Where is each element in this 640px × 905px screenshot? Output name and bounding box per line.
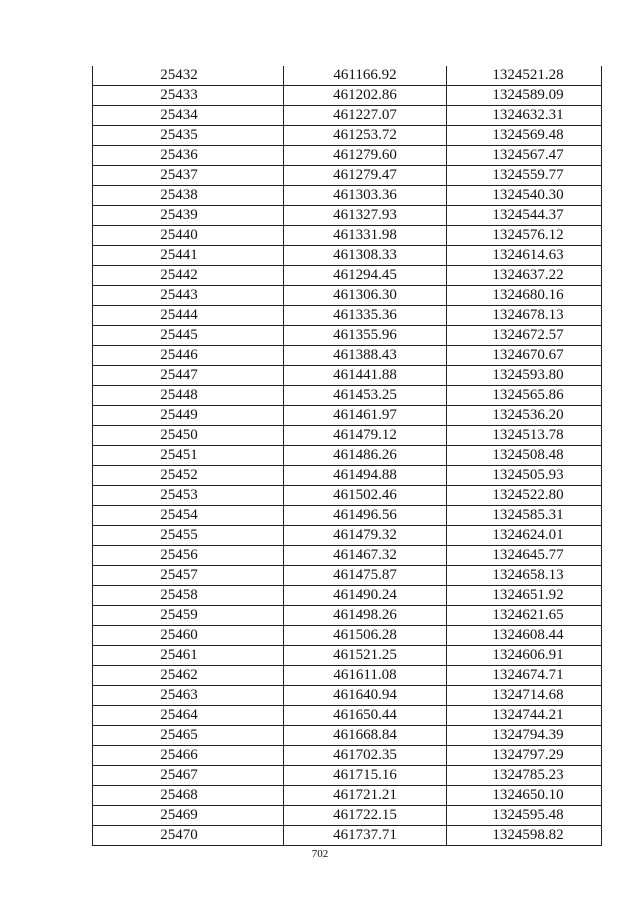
y-coordinate-cell: 1324797.29 [447, 746, 602, 766]
table-row [93, 186, 602, 206]
y-coordinate-cell: 1324567.47 [447, 146, 602, 166]
x-coordinate-cell: 461279.47 [284, 166, 447, 186]
x-coordinate-cell: 461502.46 [284, 486, 447, 506]
table-row [93, 266, 602, 286]
x-coordinate-cell: 461521.25 [284, 646, 447, 666]
y-coordinate-cell: 1324595.48 [447, 806, 602, 826]
y-coordinate-cell: 1324508.48 [447, 446, 602, 466]
point-id-cell: 25457 [93, 566, 284, 586]
y-coordinate-cell: 1324589.09 [447, 86, 602, 106]
y-coordinate-cell: 1324678.13 [447, 306, 602, 326]
point-id-cell: 25435 [93, 126, 284, 146]
point-id-cell: 25462 [93, 666, 284, 686]
x-coordinate-cell: 461668.84 [284, 726, 447, 746]
table-row [93, 806, 602, 826]
point-id-cell: 25446 [93, 346, 284, 366]
y-coordinate-cell: 1324606.91 [447, 646, 602, 666]
point-id-cell: 25451 [93, 446, 284, 466]
coordinate-table [92, 66, 602, 846]
table-row [93, 526, 602, 546]
y-coordinate-cell: 1324544.37 [447, 206, 602, 226]
table-row [93, 166, 602, 186]
x-coordinate-cell: 461486.26 [284, 446, 447, 466]
x-coordinate-cell: 461490.24 [284, 586, 447, 606]
table-row [93, 566, 602, 586]
x-coordinate-cell: 461498.26 [284, 606, 447, 626]
x-coordinate-cell: 461461.97 [284, 406, 447, 426]
point-id-cell: 25441 [93, 246, 284, 266]
table-row [93, 726, 602, 746]
point-id-cell: 25463 [93, 686, 284, 706]
x-coordinate-cell: 461202.86 [284, 86, 447, 106]
table-row [93, 306, 602, 326]
y-coordinate-cell: 1324794.39 [447, 726, 602, 746]
y-coordinate-cell: 1324744.21 [447, 706, 602, 726]
page-number: 702 [311, 848, 329, 860]
y-coordinate-cell: 1324513.78 [447, 426, 602, 446]
x-coordinate-cell: 461722.15 [284, 806, 447, 826]
point-id-cell: 25467 [93, 766, 284, 786]
table-row [93, 106, 602, 126]
point-id-cell: 25465 [93, 726, 284, 746]
table-row [93, 686, 602, 706]
y-coordinate-cell: 1324521.28 [447, 66, 602, 86]
table-row [93, 546, 602, 566]
table-row [93, 466, 602, 486]
y-coordinate-cell: 1324505.93 [447, 466, 602, 486]
table-row [93, 326, 602, 346]
y-coordinate-cell: 1324522.80 [447, 486, 602, 506]
y-coordinate-cell: 1324598.82 [447, 826, 602, 846]
point-id-cell: 25452 [93, 466, 284, 486]
coordinate-table-body [93, 66, 602, 846]
point-id-cell: 25459 [93, 606, 284, 626]
y-coordinate-cell: 1324614.63 [447, 246, 602, 266]
point-id-cell: 25439 [93, 206, 284, 226]
y-coordinate-cell: 1324632.31 [447, 106, 602, 126]
y-coordinate-cell: 1324670.67 [447, 346, 602, 366]
y-coordinate-cell: 1324651.92 [447, 586, 602, 606]
x-coordinate-cell: 461441.88 [284, 366, 447, 386]
table-row [93, 206, 602, 226]
x-coordinate-cell: 461355.96 [284, 326, 447, 346]
y-coordinate-cell: 1324540.30 [447, 186, 602, 206]
point-id-cell: 25444 [93, 306, 284, 326]
y-coordinate-cell: 1324658.13 [447, 566, 602, 586]
x-coordinate-cell: 461479.32 [284, 526, 447, 546]
table-row [93, 586, 602, 606]
table-row [93, 366, 602, 386]
point-id-cell: 25454 [93, 506, 284, 526]
point-id-cell: 25434 [93, 106, 284, 126]
table-row [93, 86, 602, 106]
table-row [93, 446, 602, 466]
table-row [93, 126, 602, 146]
table-row [93, 626, 602, 646]
x-coordinate-cell: 461327.93 [284, 206, 447, 226]
y-coordinate-cell: 1324565.86 [447, 386, 602, 406]
table-row [93, 226, 602, 246]
table-row [93, 766, 602, 786]
x-coordinate-cell: 461494.88 [284, 466, 447, 486]
y-coordinate-cell: 1324624.01 [447, 526, 602, 546]
point-id-cell: 25438 [93, 186, 284, 206]
x-coordinate-cell: 461737.71 [284, 826, 447, 846]
x-coordinate-cell: 461702.35 [284, 746, 447, 766]
x-coordinate-cell: 461166.92 [284, 66, 447, 86]
table-row [93, 146, 602, 166]
x-coordinate-cell: 461388.43 [284, 346, 447, 366]
table-row [93, 826, 602, 846]
point-id-cell: 25437 [93, 166, 284, 186]
point-id-cell: 25447 [93, 366, 284, 386]
y-coordinate-cell: 1324637.22 [447, 266, 602, 286]
point-id-cell: 25445 [93, 326, 284, 346]
x-coordinate-cell: 461308.33 [284, 246, 447, 266]
table-row [93, 606, 602, 626]
x-coordinate-cell: 461294.45 [284, 266, 447, 286]
table-row [93, 346, 602, 366]
x-coordinate-cell: 461253.72 [284, 126, 447, 146]
point-id-cell: 25464 [93, 706, 284, 726]
point-id-cell: 25466 [93, 746, 284, 766]
y-coordinate-cell: 1324674.71 [447, 666, 602, 686]
x-coordinate-cell: 461479.12 [284, 426, 447, 446]
point-id-cell: 25468 [93, 786, 284, 806]
x-coordinate-cell: 461467.32 [284, 546, 447, 566]
x-coordinate-cell: 461453.25 [284, 386, 447, 406]
point-id-cell: 25440 [93, 226, 284, 246]
table-row [93, 426, 602, 446]
point-id-cell: 25455 [93, 526, 284, 546]
point-id-cell: 25449 [93, 406, 284, 426]
y-coordinate-cell: 1324621.65 [447, 606, 602, 626]
table-row [93, 706, 602, 726]
x-coordinate-cell: 461611.08 [284, 666, 447, 686]
point-id-cell: 25442 [93, 266, 284, 286]
point-id-cell: 25456 [93, 546, 284, 566]
x-coordinate-cell: 461227.07 [284, 106, 447, 126]
table-row [93, 506, 602, 526]
table-row [93, 746, 602, 766]
y-coordinate-cell: 1324608.44 [447, 626, 602, 646]
point-id-cell: 25460 [93, 626, 284, 646]
point-id-cell: 25436 [93, 146, 284, 166]
y-coordinate-cell: 1324585.31 [447, 506, 602, 526]
x-coordinate-cell: 461331.98 [284, 226, 447, 246]
table-row [93, 646, 602, 666]
y-coordinate-cell: 1324576.12 [447, 226, 602, 246]
x-coordinate-cell: 461640.94 [284, 686, 447, 706]
x-coordinate-cell: 461715.16 [284, 766, 447, 786]
y-coordinate-cell: 1324672.57 [447, 326, 602, 346]
table-row [93, 486, 602, 506]
table-row [93, 386, 602, 406]
y-coordinate-cell: 1324785.23 [447, 766, 602, 786]
table-row [93, 786, 602, 806]
y-coordinate-cell: 1324536.20 [447, 406, 602, 426]
point-id-cell: 25450 [93, 426, 284, 446]
point-id-cell: 25461 [93, 646, 284, 666]
y-coordinate-cell: 1324569.48 [447, 126, 602, 146]
y-coordinate-cell: 1324593.80 [447, 366, 602, 386]
point-id-cell: 25448 [93, 386, 284, 406]
y-coordinate-cell: 1324680.16 [447, 286, 602, 306]
table-row [93, 66, 602, 86]
point-id-cell: 25458 [93, 586, 284, 606]
table-row [93, 666, 602, 686]
point-id-cell: 25453 [93, 486, 284, 506]
x-coordinate-cell: 461650.44 [284, 706, 447, 726]
y-coordinate-cell: 1324645.77 [447, 546, 602, 566]
y-coordinate-cell: 1324559.77 [447, 166, 602, 186]
point-id-cell: 25443 [93, 286, 284, 306]
x-coordinate-cell: 461506.28 [284, 626, 447, 646]
x-coordinate-cell: 461475.87 [284, 566, 447, 586]
table-row [93, 246, 602, 266]
point-id-cell: 25433 [93, 86, 284, 106]
point-id-cell: 25470 [93, 826, 284, 846]
x-coordinate-cell: 461279.60 [284, 146, 447, 166]
x-coordinate-cell: 461496.56 [284, 506, 447, 526]
table-row [93, 286, 602, 306]
y-coordinate-cell: 1324650.10 [447, 786, 602, 806]
x-coordinate-cell: 461721.21 [284, 786, 447, 806]
x-coordinate-cell: 461306.30 [284, 286, 447, 306]
point-id-cell: 25432 [93, 66, 284, 86]
x-coordinate-cell: 461335.36 [284, 306, 447, 326]
y-coordinate-cell: 1324714.68 [447, 686, 602, 706]
x-coordinate-cell: 461303.36 [284, 186, 447, 206]
table-row [93, 406, 602, 426]
point-id-cell: 25469 [93, 806, 284, 826]
